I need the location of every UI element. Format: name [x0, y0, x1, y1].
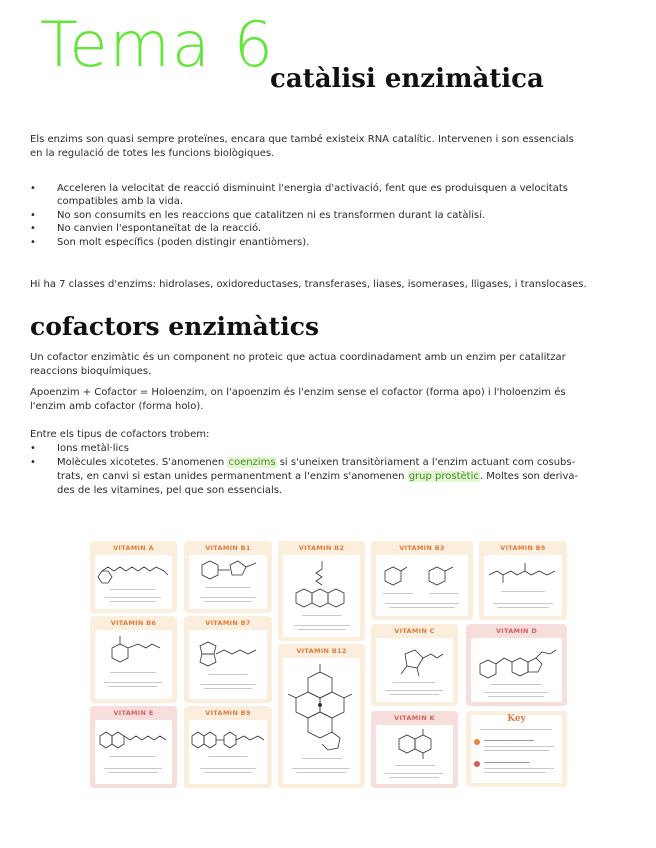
grup-prostetic-highlight: grup prostètic: [408, 471, 479, 482]
intro-line-1: Els enzims son quasi sempre proteïnes, encara que també existeix RNA catalític. Intervenen i son essencials: [30, 134, 574, 145]
vitamin-d-structure: [466, 624, 567, 706]
key-title: Key: [507, 714, 526, 724]
vitamin-a-structure: [90, 541, 177, 613]
vitamin-b6-structure: [90, 616, 177, 703]
vitamin-b1-card: VITAMIN B1: [184, 541, 272, 613]
vitamin-d-card: VITAMIN D: [466, 624, 567, 706]
vitamin-b9-structure: [184, 706, 272, 788]
intro-paragraph: [30, 133, 630, 161]
vitamin-b2-card: VITAMIN B2: [278, 541, 365, 641]
cofactor-types-list: [30, 442, 630, 498]
vitamin-b12-card: VITAMIN B12: [278, 644, 365, 788]
page-title: Tema 6: [40, 8, 276, 81]
coenzims-highlight: coenzims: [228, 457, 276, 468]
cofactor-types-intro: Entre els tipus de cofactors trobem:: [30, 429, 210, 440]
list-item: • Molècules xicotetes. S'anomenen coenzims si s'uneixen transitòriament a l'enzim actuant com cosubs- trats, en canvi si estan unides permanentment a l'enzim s'anomenen grup prostètic. Moltes son deriva- des de les vitamines, pel que son essencials.: [30, 456, 630, 498]
intro-line-2: en la regulació de totes les funcions biològiques.: [30, 148, 275, 159]
list-item: • No son consumits en les reaccions que catalitzen ni es transformen durant la catàlisi.: [30, 209, 630, 222]
vitamin-key-card: [466, 711, 567, 787]
vitamin-b12-structure: [278, 644, 365, 788]
vitamin-c-card: VITAMIN C: [371, 624, 458, 706]
vitamin-b5-card: VITAMIN B5: [479, 541, 567, 620]
vitamin-b3-structure: [371, 541, 473, 620]
page-subtitle: catàlisi enzimàtica: [270, 64, 544, 94]
vitamin-e-structure: [90, 706, 177, 788]
enzyme-properties-list: [30, 182, 630, 249]
vitamin-b5-structure: [479, 541, 567, 620]
vitamin-b6-card: VITAMIN B6: [90, 616, 177, 703]
cofactors-heading: cofactors enzimàtics: [30, 312, 320, 341]
water-soluble-dot: [474, 739, 480, 745]
vitamin-b7-structure: [184, 616, 272, 703]
list-item: • Ions metàl·lics: [30, 442, 630, 456]
vitamin-b1-structure: [184, 541, 272, 613]
vitamin-b9-card: VITAMIN B9: [184, 706, 272, 788]
holoenzyme-formula: Apoenzim + Cofactor = Holoenzim, on l'apoenzim és l'enzim sense el cofactor (forma apo) i l'holoenzim és l'enzim amb cofactor (forma holo).: [30, 387, 566, 412]
vitamin-b3-card: VITAMIN B3: [371, 541, 473, 620]
enzyme-classes-text: Hi ha 7 classes d'enzims: hidrolases, oxidoreductases, transferases, liases, isomerases, lligases, i translocases.: [30, 279, 587, 290]
list-item: • No canvien l'espontaneïtat de la reacció.: [30, 222, 630, 235]
list-item: • Acceleren la velocitat de reacció disminuint l'energia d'activació, fent que es produisquen a velocitats compatibles amb la vida.: [30, 182, 630, 209]
vitamin-k-card: VITAMIN K: [371, 711, 458, 788]
fat-soluble-dot: [474, 761, 480, 767]
vitamin-e-card: VITAMIN E: [90, 706, 177, 788]
list-item: • Son molt específics (poden distingir enantiòmers).: [30, 236, 630, 249]
vitamin-b7-card: VITAMIN B7: [184, 616, 272, 703]
vitamin-a-card: VITAMIN A: [90, 541, 177, 613]
cofactor-definition: Un cofactor enzimàtic és un component no proteic que actua coordinadament amb un enzim per catalitzar reaccions bioquímiques.: [30, 352, 566, 377]
